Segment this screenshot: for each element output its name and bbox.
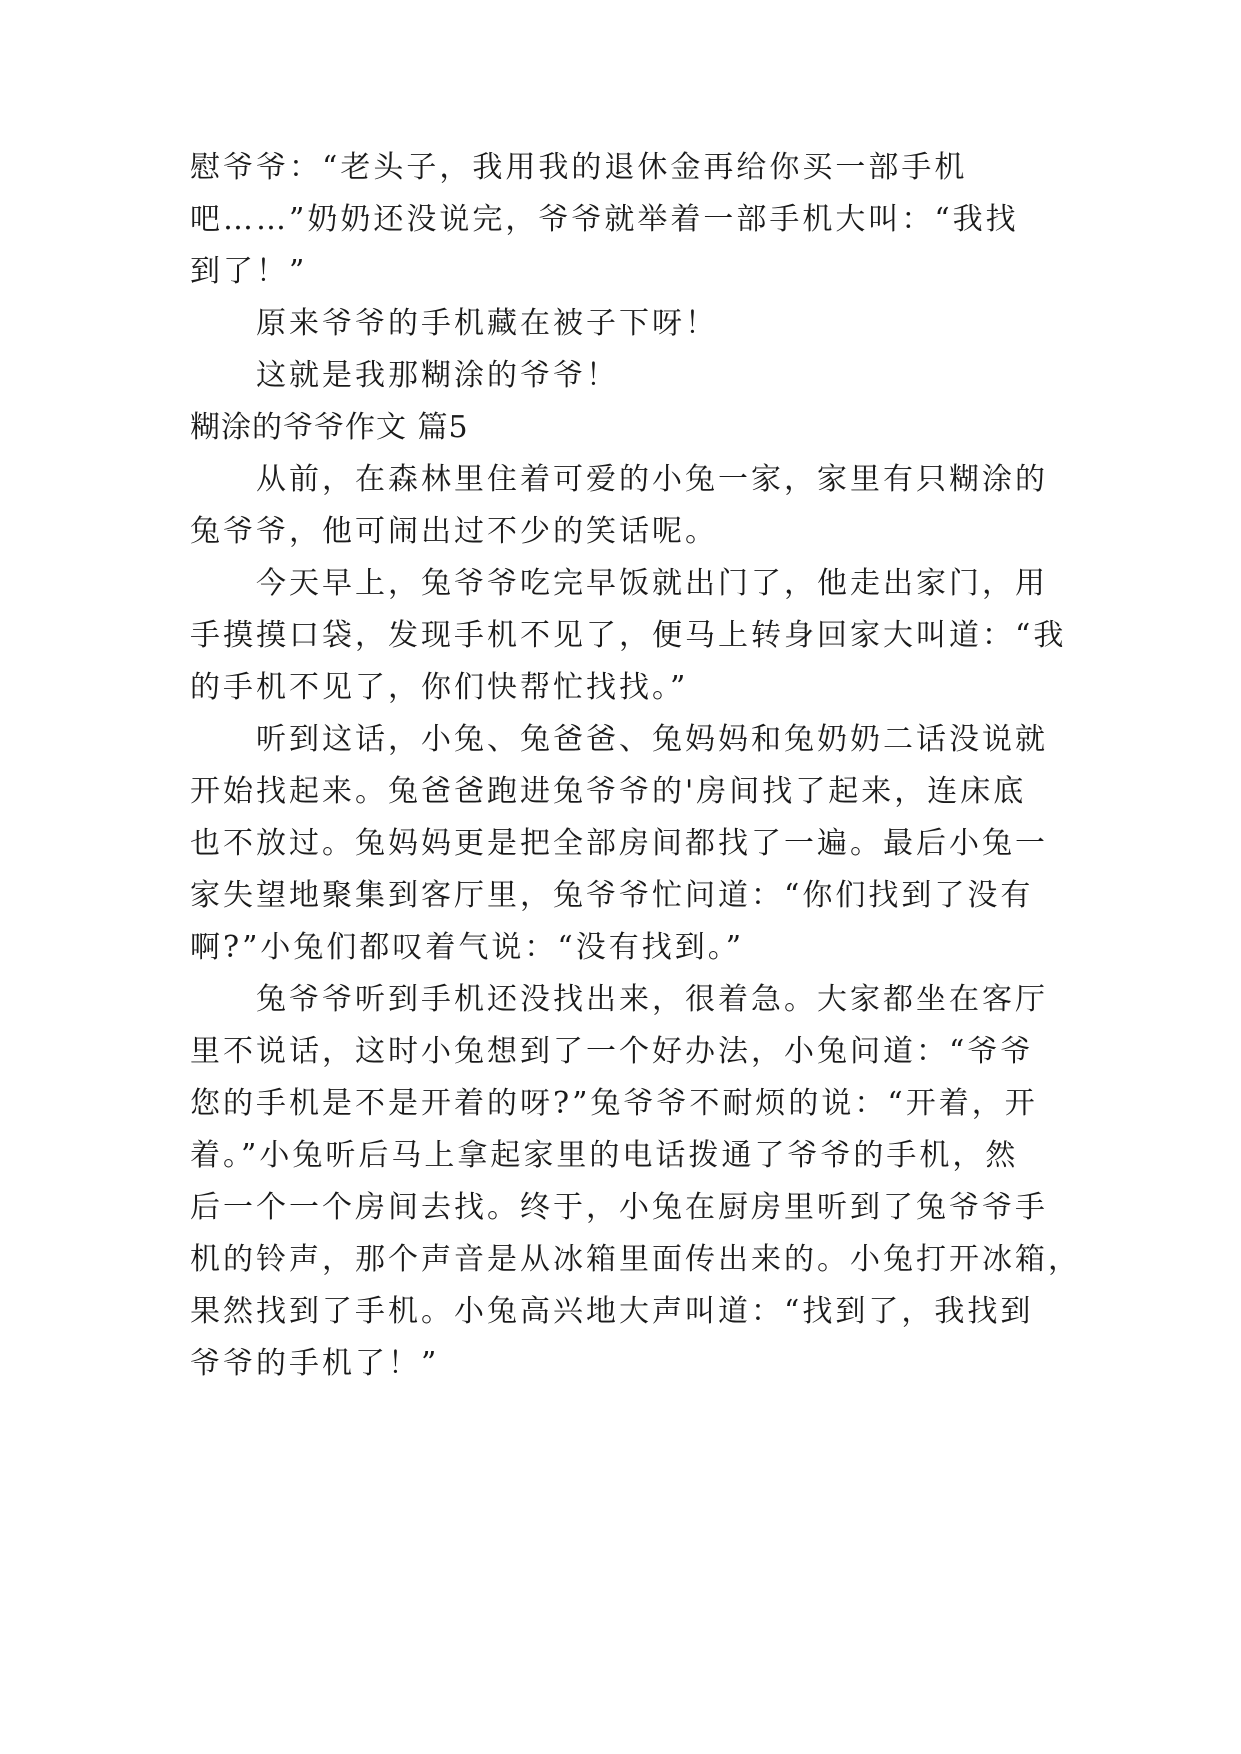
section-heading: 糊涂的爷爷作文 篇5 (190, 410, 469, 445)
text-line: 家失望地聚集到客厅里，兔爷爷忙问道：“你们找到了没有 (190, 878, 1034, 913)
text-line: 手摸摸口袋，发现手机不见了，便马上转身回家大叫道：“我 (190, 618, 1067, 653)
text-line: 着。”小兔听后马上拿起家里的电话拨通了爷爷的手机，然 (190, 1138, 1019, 1173)
text-line: 听到这话，小兔、兔爸爸、兔妈妈和兔奶奶二话没说就 (256, 722, 1048, 757)
text-line: 里不说话，这时小兔想到了一个好办法，小兔问道：“爷爷 (190, 1034, 1034, 1069)
text-line: 慰爷爷：“老头子，我用我的退休金再给你买一部手机 (190, 150, 968, 185)
text-line: 原来爷爷的手机藏在被子下呀！ (256, 306, 718, 341)
text-line: 这就是我那糊涂的爷爷！ (256, 358, 619, 393)
text-line: 也不放过。兔妈妈更是把全部房间都找了一遍。最后小兔一 (190, 826, 1048, 861)
text-line: 后一个一个房间去找。终于，小兔在厨房里听到了兔爷爷手 (190, 1190, 1048, 1225)
text-line: 从前，在森林里住着可爱的小兔一家，家里有只糊涂的 (256, 462, 1048, 497)
text-line: 今天早上，兔爷爷吃完早饭就出门了，他走出家门，用 (256, 566, 1048, 601)
text-line: 开始找起来。兔爸爸跑进兔爷爷的'房间找了起来，连床底 (190, 774, 1027, 809)
text-line: 您的手机是不是开着的呀?”兔爷爷不耐烦的说：“开着，开 (190, 1086, 1038, 1121)
text-line: 兔爷爷听到手机还没找出来，很着急。大家都坐在客厅 (256, 982, 1048, 1017)
text-line: 爷爷的手机了！” (190, 1346, 440, 1381)
text-line: 兔爷爷，他可闹出过不少的笑话呢。 (190, 514, 718, 549)
text-line: 到了！” (190, 254, 308, 289)
text-line: 机的铃声，那个声音是从冰箱里面传出来的。小兔打开冰箱， (190, 1242, 1081, 1277)
text-line: 啊?”小兔们都叹着气说：“没有找到。” (190, 930, 745, 965)
text-line: 果然找到了手机。小兔高兴地大声叫道：“找到了，我找到 (190, 1294, 1034, 1329)
text-line: 吧……”奶奶还没说完，爷爷就举着一部手机大叫：“我找 (190, 202, 1019, 237)
text-line: 的手机不见了，你们快帮忙找找。” (190, 670, 689, 705)
